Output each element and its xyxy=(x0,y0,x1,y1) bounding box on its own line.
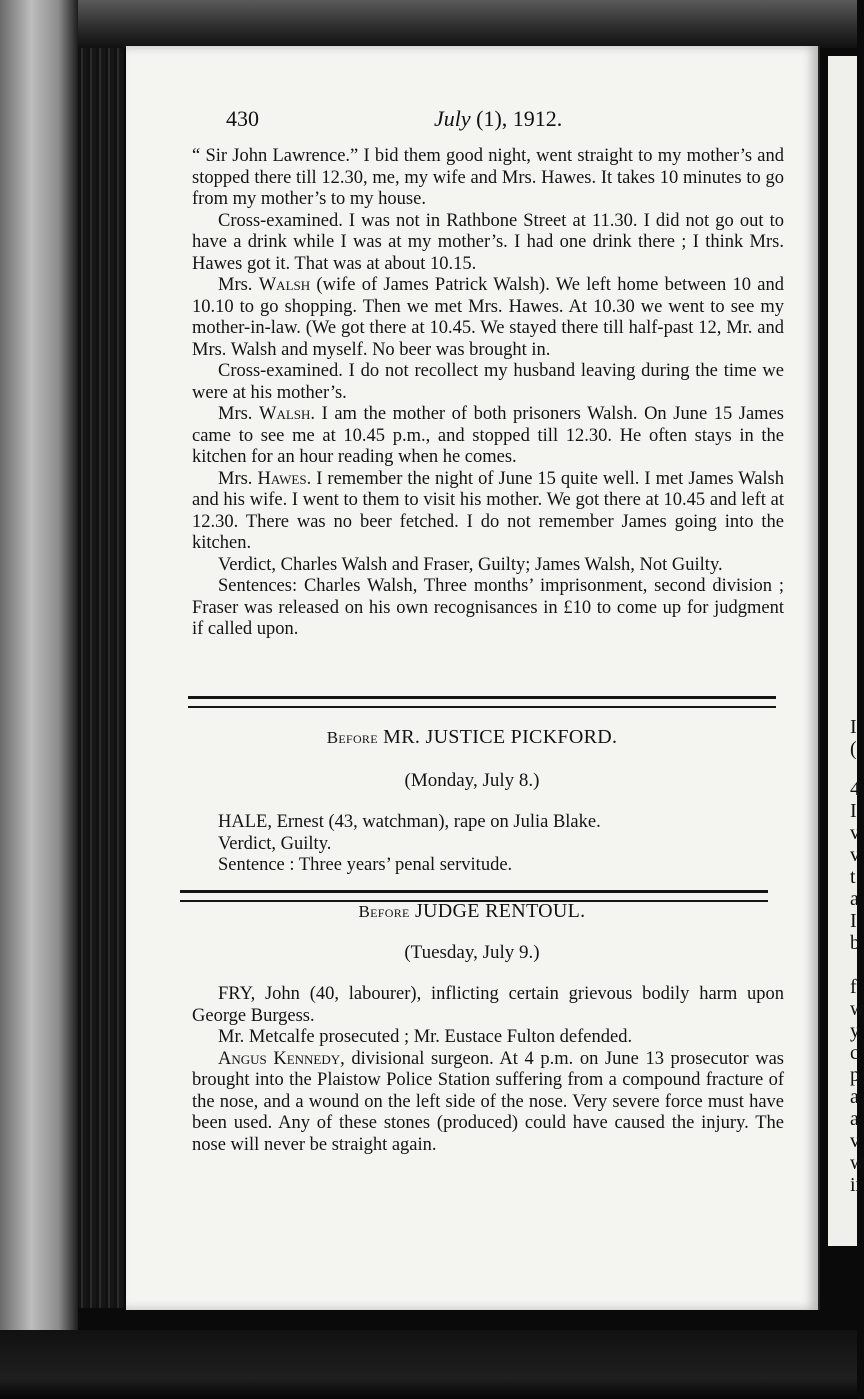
paragraph: Cross-examined. I do not recollect my husband leaving during the time we were at his mother’s. xyxy=(192,361,784,403)
adjacent-fragment: I xyxy=(850,800,857,822)
adjacent-fragment: 4 xyxy=(850,778,860,800)
case-block xyxy=(192,984,784,1156)
adjacent-fragment: f xyxy=(850,976,857,998)
paragraph: Cross-examined. I was not in Rathbone Street at 11.30. I did not go out to have a drink while I was at my mother’s. I had one drink there ; I think Mrs. Hawes got it. That was at about 10.15. xyxy=(192,210,784,274)
counsel: Mr. Metcalfe prosecuted ; Mr. Eustace Fulton defended. xyxy=(218,1027,633,1047)
paragraph-prefix: Mrs. xyxy=(218,468,258,489)
session-date: (Monday, July 8.) xyxy=(404,770,540,791)
adjacent-fragment: a xyxy=(850,1108,859,1130)
paragraph-prefix: Mrs. xyxy=(218,275,259,295)
heading-judge: MR. JUSTICE PICKFORD. xyxy=(377,726,618,748)
scan-border-bottom xyxy=(0,1330,857,1399)
paragraph xyxy=(192,275,784,361)
adjacent-fragment: ( xyxy=(850,738,857,760)
adjacent-page-edge xyxy=(828,56,864,1246)
adjacent-fragment: ir xyxy=(850,1174,863,1196)
adjacent-fragment: t xyxy=(850,866,856,888)
testimony-block xyxy=(192,146,784,641)
heading-before: Before xyxy=(358,902,410,921)
adjacent-fragment: b xyxy=(850,932,860,954)
paragraph xyxy=(192,1049,784,1157)
adjacent-fragment: p xyxy=(850,1064,860,1086)
paragraph-text: . I am the mother of both prisoners Walsh. On June 15 James came to see me at 10.45 p.m., and stopped till 12.30. He often stays in the kitchen for an hour reading when he comes. xyxy=(192,404,784,467)
case-title: HALE, Ernest (43, watchman), rape on Julia Blake. xyxy=(218,812,601,832)
running-header xyxy=(226,106,666,136)
book-page xyxy=(126,46,820,1310)
sentences: Sentences: Charles Walsh, Three months’ imprisonment, second division ; Fraser was released on his own recognisances in £10 to come up for judgment if called upon. xyxy=(192,576,784,639)
witness-name: Walsh xyxy=(258,275,311,295)
adjacent-fragment: w xyxy=(850,1152,864,1174)
section-divider xyxy=(188,696,776,708)
witness-name: Walsh xyxy=(259,404,311,424)
heading-judge: JUDGE RENTOUL. xyxy=(409,900,586,922)
case-block xyxy=(192,812,784,877)
verdict: Verdict, Charles Walsh and Fraser, Guilty; James Walsh, Not Guilty. xyxy=(218,554,723,575)
scan-border-left xyxy=(0,0,78,1399)
paragraph-text: , divisional surgeon. At 4 p.m. on June 13 prosecutor was brought into the Plaistow Police Station suffering from a compound fracture of the nose, and a wound on the left side of the nose. Very severe force must have been used. Any of these stones (produced) could have caused the injury. The nose will never be straight again. xyxy=(192,1048,784,1155)
paragraph-text: (wife of James Patrick Walsh). We left home between 10 and 10.10 to go shopping. Then we met Mrs. Hawes. At 10.30 we went to see my mother-in-law. (We got there at 10.45. We stayed there till half-past 12, Mr. and Mrs. Walsh and myself. No beer was brought in. xyxy=(192,275,784,360)
book-spine xyxy=(78,48,124,1308)
adjacent-fragment: I xyxy=(850,716,857,738)
adjacent-fragment: c xyxy=(850,1042,859,1064)
section-heading xyxy=(126,900,818,923)
adjacent-fragment: y xyxy=(850,1020,860,1042)
sentence: Sentence : Three years’ penal servitude. xyxy=(218,855,513,875)
running-head-rest: (1), 1912. xyxy=(470,106,563,131)
case-title: FRY, John (40, labourer), inflicting certain grievous bodily harm upon George Burgess. xyxy=(192,984,784,1026)
witness-name: Angus Kennedy xyxy=(218,1048,341,1069)
witness-name: Hawes xyxy=(257,468,307,489)
section-heading xyxy=(126,726,818,749)
scan-border-top xyxy=(0,0,857,48)
paragraph-text: . I remember the night of June 15 quite well. I met James Walsh and his wife. I went to them to visit his mother. We got there at 10.45 and left at 12.30. There was no beer fetched. I do not remember James going into the kitchen. xyxy=(192,468,785,553)
paragraph-prefix: Mrs. xyxy=(218,404,259,424)
paragraph xyxy=(192,404,784,469)
adjacent-fragment: a xyxy=(850,1086,859,1108)
paragraph: “ Sir John Lawrence.” I bid them good night, went straight to my mother’s and stopped there till 12.30, me, my wife and Mrs. Hawes. It takes 10 minutes to go from my mother’s to my house. xyxy=(192,146,784,209)
session-date: (Tuesday, July 9.) xyxy=(404,942,540,963)
page-number: 430 xyxy=(226,106,259,131)
running-head-month: July xyxy=(434,106,471,131)
adjacent-fragment: v xyxy=(850,822,860,844)
adjacent-fragment: I xyxy=(850,910,857,932)
adjacent-fragment: v xyxy=(850,1130,860,1152)
adjacent-fragment: w xyxy=(850,998,864,1020)
verdict: Verdict, Guilty. xyxy=(218,833,332,854)
paragraph xyxy=(192,469,784,555)
heading-before: Before xyxy=(326,728,378,747)
adjacent-fragment: a xyxy=(850,888,859,910)
adjacent-fragment: v xyxy=(850,844,860,866)
running-head-date xyxy=(434,106,562,132)
